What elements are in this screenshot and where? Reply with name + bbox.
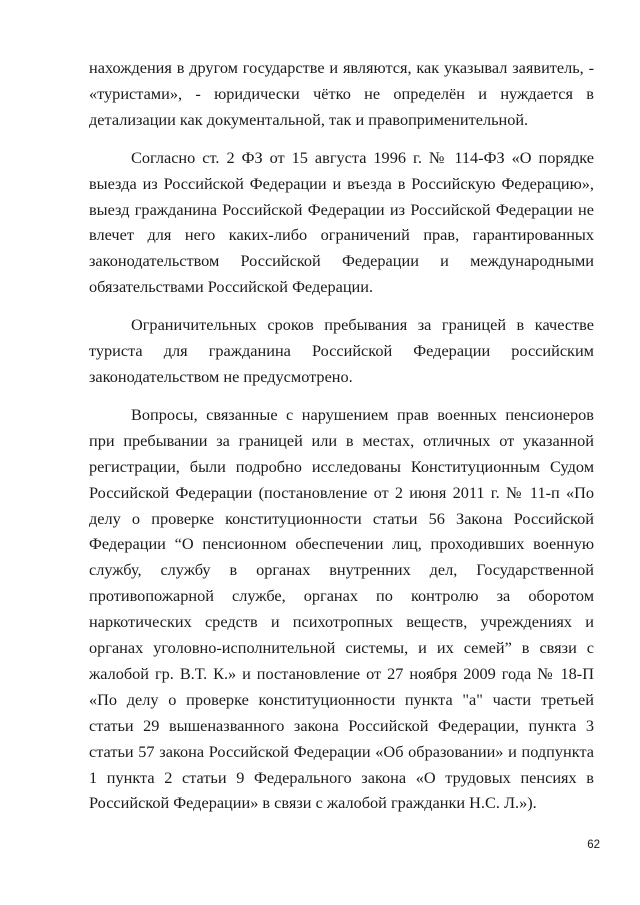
paragraph-tourist-stay: Ограничительных сроков пребывания за границей в качестве туриста для гражданина Российской Федерации российским законодательством не предусмотрено.: [89, 315, 594, 386]
paragraph-exit-law: Согласно ст. 2 ФЗ от 15 августа 1996 г. № 114-ФЗ «О порядке выезда из Российской Федерации и въезда в Российскую Федерацию», выезд гражданина Российской Федерации из Российской Федерации не влечет для него каких-либо ограничений прав, гарантированных законодательством Российской Федерации и международными обязательствами Российской Федерации.: [89, 147, 594, 297]
page-number: 62: [587, 839, 600, 851]
paragraph-continuation: нахождения в другом государстве и являются, как указывал заявитель, - «туристами», - юридически чётко не определён и нуждается в детализации как документальной, так и правоприменительной.: [89, 58, 594, 129]
paragraph-constitutional-court: Вопросы, связанные с нарушением прав военных пенсионеров при пребывании за границей или в местах, отличных от указанной регистрации, были подробно исследованы Конституционным Судом Российской Федерации (постановление от 2 июня 2011 г. № 11-п «По делу о проверке конституционности статьи 56 Закона Российской Федерации “О пенсионном обеспечении лиц, проходивших военную службу, службу в органах внутренних дел, Государственной противопожарной службе, органах по контролю за оборотом наркотических средств и психотропных веществ, учреждениях и органах уголовно-исполнительной системы, и их семей” в связи с жалобой гр. В.Т. К.» и постановление от 27 ноября 2009 года № 18-П «По делу о проверке конституционности пункта "а" части третьей статьи 29 вышеназванного закона Российской Федерации, пункта 3 статьи 57 закона Российской Федерации «Об образовании» и подпункта 1 пункта 2 статьи 9 Федерального закона «О трудовых пенсиях в Российской Федерации» в связи с жалобой гражданки Н.С. Л.»).: [89, 404, 594, 813]
page-body: [89, 55, 594, 828]
